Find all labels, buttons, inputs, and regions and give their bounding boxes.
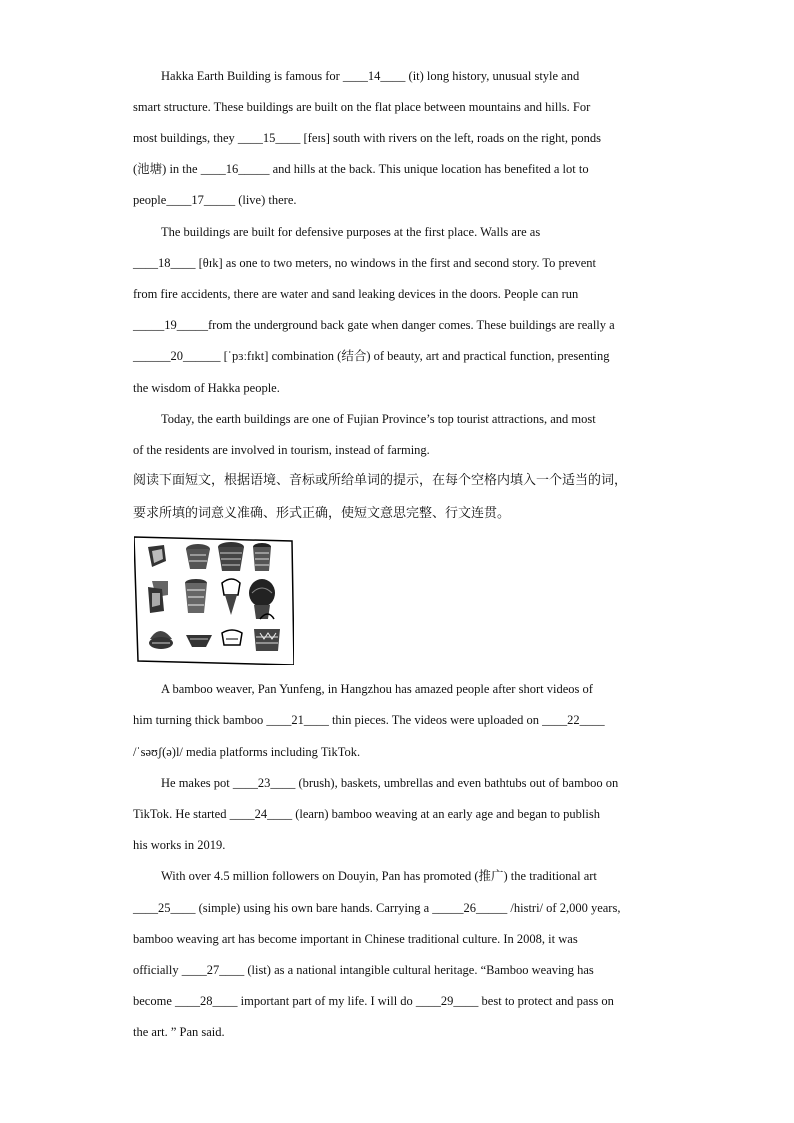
passage1-line-13: of the residents are involved in tourism, instead of farming. <box>133 443 430 457</box>
passage1-line-6: The buildings are built for defensive purposes at the first place. Walls are as <box>161 225 541 239</box>
passage1-line-1: Hakka Earth Building is famous for ____14____ (it) long history, unusual style and <box>161 69 580 83</box>
passage2-line-4: He makes pot ____23____ (brush), baskets, umbrellas and even bathtubs out of bamboo on <box>161 776 619 790</box>
passage1-line-7: ____18____ [θɪk] as one to two meters, no windows in the first and second story. To prevent <box>133 256 597 270</box>
passage2-line-11: become ____28____ important part of my life. I will do ____29____ best to protect and pass on <box>133 994 614 1008</box>
passage2-line-7: With over 4.5 million followers on Douyin, Pan has promoted (推广) the traditional art <box>161 869 597 883</box>
passage1-line-8: from fire accidents, there are water and sand leaking devices in the doors. People can run <box>133 287 579 301</box>
passage2-line-1: A bamboo weaver, Pan Yunfeng, in Hangzhou has amazed people after short videos of <box>161 682 593 696</box>
passage1-line-4: (池塘) in the ____16_____ and hills at the back. This unique location has benefited a lot to <box>133 162 589 176</box>
bamboo-weaving-items-icon <box>134 535 294 665</box>
passage2-line-10: officially ____27____ (list) as a national intangible cultural heritage. “Bamboo weaving has <box>133 963 594 977</box>
passage2-line-9: bamboo weaving art has become important in Chinese traditional culture. In 2008, it was <box>133 932 578 946</box>
passage1-line-10: ______20______ [ˈpɜːfɪkt] combination (结合) of beauty, art and practical function, presenting <box>133 349 610 363</box>
passage1-line-11: the wisdom of Hakka people. <box>133 381 280 395</box>
passage1-line-5: people____17_____ (live) there. <box>133 193 297 207</box>
passage1-line-9: _____19_____from the underground back gate when danger comes. These buildings are really a <box>133 318 615 332</box>
passage2-line-3: /ˈsəʊʃ(ə)l/ media platforms including TikTok. <box>133 745 361 759</box>
passage2-line-6: his works in 2019. <box>133 838 226 852</box>
passage2-line-8: ____25____ (simple) using his own bare hands. Carrying a _____26_____ /histri/ of 2,000 years, <box>133 901 621 915</box>
instruction-line-1: 阅读下面短文，根据语境、音标或所给单词的提示，在每个空格内填入一个适当的词， <box>133 473 628 488</box>
passage2-line-2: him turning thick bamboo ____21____ thin pieces. The videos were uploaded on ____22____ <box>133 713 605 727</box>
passage1-line-2: smart structure. These buildings are built on the flat place between mountains and hills. For <box>133 100 591 114</box>
passage1-line-3: most buildings, they ____15____ [feɪs] south with rivers on the left, roads on the right, ponds <box>133 131 602 145</box>
instruction-line-2: 要求所填的词意义准确、形式正确，使短文意思完整、行文连贯。 <box>133 506 511 521</box>
passage2-line-5: TikTok. He started ____24____ (learn) bamboo weaving at an early age and began to publish <box>133 807 600 821</box>
passage1-line-12: Today, the earth buildings are one of Fujian Province’s top tourist attractions, and most <box>161 412 596 426</box>
passage2-line-12: the art. ” Pan said. <box>133 1025 225 1039</box>
